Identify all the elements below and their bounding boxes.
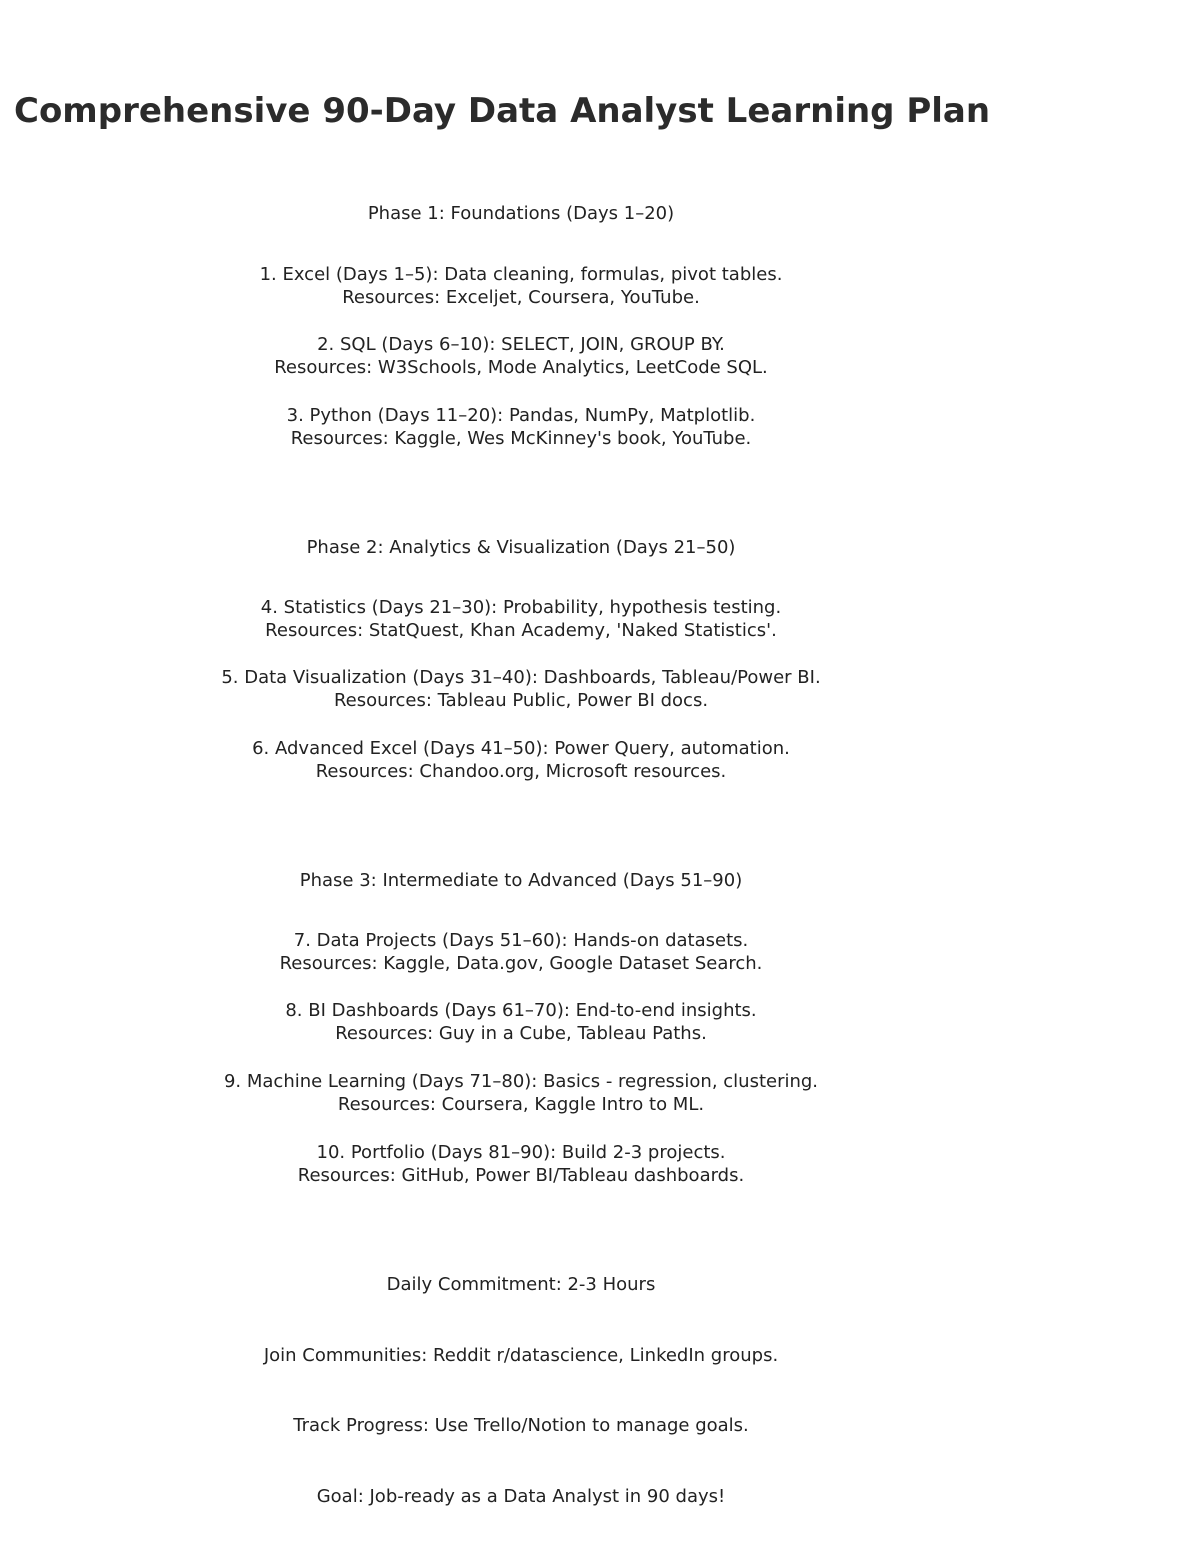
daily-commitment-note: Daily Commitment: 2-3 Hours <box>386 1274 656 1295</box>
phase-1-item-3-topic: 3. Python (Days 11–20): Pandas, NumPy, Matplotlib. <box>286 405 756 426</box>
document-title: Comprehensive 90-Day Data Analyst Learning Plan <box>14 91 991 131</box>
phase-3-item-1-topic: 7. Data Projects (Days 51–60): Hands-on datasets. <box>293 930 749 951</box>
phase-2-item-3-topic: 6. Advanced Excel (Days 41–50): Power Query, automation. <box>252 738 790 759</box>
communities-note: Join Communities: Reddit r/datascience, LinkedIn groups. <box>263 1345 779 1366</box>
phase-1-item-1-resources: Resources: Exceljet, Coursera, YouTube. <box>342 287 700 308</box>
phase-3-item-4-resources: Resources: GitHub, Power BI/Tableau dashboards. <box>297 1165 745 1186</box>
phase-3-item-4-topic: 10. Portfolio (Days 81–90): Build 2-3 projects. <box>316 1142 726 1163</box>
phase-3-item-3-topic: 9. Machine Learning (Days 71–80): Basics - regression, clustering. <box>223 1071 819 1092</box>
phase-1-item-1-topic: 1. Excel (Days 1–5): Data cleaning, formulas, pivot tables. <box>259 264 783 285</box>
phase-3-heading: Phase 3: Intermediate to Advanced (Days 51–90) <box>299 870 743 891</box>
phase-1-heading: Phase 1: Foundations (Days 1–20) <box>367 203 675 224</box>
phase-2-item-2-resources: Resources: Tableau Public, Power BI docs. <box>333 690 709 711</box>
phase-2-item-1-topic: 4. Statistics (Days 21–30): Probability, hypothesis testing. <box>260 597 782 618</box>
goal-note: Goal: Job-ready as a Data Analyst in 90 days! <box>316 1486 726 1507</box>
phase-1-item-2-resources: Resources: W3Schools, Mode Analytics, LeetCode SQL. <box>274 357 768 378</box>
phase-2-item-3-resources: Resources: Chandoo.org, Microsoft resources. <box>315 761 727 782</box>
track-progress-note: Track Progress: Use Trello/Notion to manage goals. <box>293 1415 749 1436</box>
phase-3-item-2-topic: 8. BI Dashboards (Days 61–70): End-to-end insights. <box>285 1000 757 1021</box>
phase-1-item-3-resources: Resources: Kaggle, Wes McKinney's book, YouTube. <box>290 428 752 449</box>
phase-1-item-2-topic: 2. SQL (Days 6–10): SELECT, JOIN, GROUP BY. <box>317 334 725 355</box>
phase-2-heading: Phase 2: Analytics & Visualization (Days 21–50) <box>306 537 736 558</box>
phase-3-item-1-resources: Resources: Kaggle, Data.gov, Google Dataset Search. <box>279 953 763 974</box>
phase-3-item-3-resources: Resources: Coursera, Kaggle Intro to ML. <box>337 1094 705 1115</box>
phase-2-item-2-topic: 5. Data Visualization (Days 31–40): Dashboards, Tableau/Power BI. <box>221 667 821 688</box>
phase-3-item-2-resources: Resources: Guy in a Cube, Tableau Paths. <box>335 1023 707 1044</box>
phase-2-item-1-resources: Resources: StatQuest, Khan Academy, 'Naked Statistics'. <box>265 620 777 641</box>
